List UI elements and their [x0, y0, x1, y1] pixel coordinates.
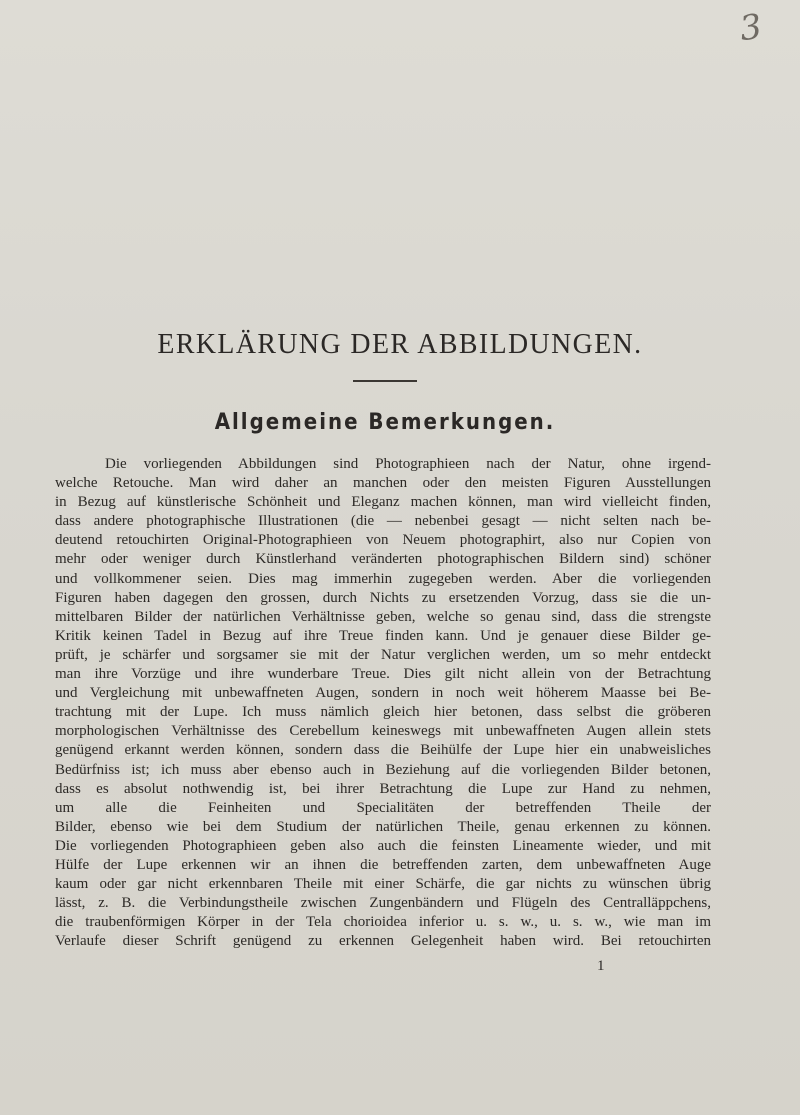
page-title: ERKLÄRUNG DER ABBILDUNGEN. — [157, 328, 643, 360]
text-line: Figuren haben dagegen den grossen, durch Nichts zu ersetzenden Vorzug, dass sie die un- — [55, 589, 711, 606]
text-line: Die vorliegenden Abbildungen sind Photographieen nach der Natur, ohne irgend- — [105, 456, 711, 472]
title-divider — [353, 380, 417, 382]
text-line: um alle die Feinheiten und Specialitäten der betreffenden Theile der — [55, 799, 711, 816]
text-line: in Bezug auf künstlerische Schönheit und Eleganz machen können, man wird vielleicht finden, — [55, 494, 711, 511]
text-line: lässt, z. B. die Verbindungstheile zwischen Zungenbändern und Flügeln des Centralläppchens, — [55, 895, 711, 912]
text-line: Bilder, ebenso wie bei dem Studium der natürlichen Theile, genau erkennen zu können. — [55, 818, 711, 835]
section-heading: Allgemeine Bemerkungen. — [214, 410, 556, 435]
text-line: Verlaufe dieser Schrift genügend zu erkennen Gelegenheit haben wird. Bei retouchirten — [55, 933, 711, 950]
text-line: die traubenförmigen Körper in der Tela chorioidea inferior u. s. w., u. s. w., wie man im — [55, 914, 711, 931]
body-paragraph — [55, 455, 711, 951]
text-line: mittelbaren Bilder der natürlichen Verhältnisse geben, welche so genau sind, dass die strengste — [55, 608, 711, 625]
text-line: mehr oder weniger durch Künstlerhand veränderten photographischen Bildern sind) schöner — [55, 551, 711, 568]
page-number: 1 — [597, 958, 605, 974]
text-line: trachtung mit der Lupe. Ich muss nämlich gleich hier betonen, dass selbst die gröberen — [55, 704, 711, 721]
text-line: dass es absolut nothwendig ist, bei ihrer Betrachtung die Lupe zur Hand zu nehmen, — [55, 780, 711, 797]
text-line: welche Retouche. Man wird daher an manchen oder den meisten Figuren Ausstellungen — [55, 475, 711, 492]
text-line: Die vorliegenden Photographieen geben also auch die feinsten Lineamente wieder, und mit — [55, 837, 711, 854]
text-line: deutend retouchirten Original-Photographieen von Neuem photographirt, also nur Copien von — [55, 532, 711, 549]
text-line: und Vergleichung mit unbewaffneten Augen, sondern in noch weit höherem Maasse bei Be- — [55, 685, 711, 702]
text-line: man ihre Vorzüge und ihre wunderbare Treue. Dies gilt nicht allein von der Betrachtung — [55, 666, 711, 683]
text-line: dass andere photographische Illustrationen (die — nebenbei gesagt — nicht selten nach be- — [55, 513, 711, 530]
handwritten-page-mark: 3 — [737, 6, 765, 50]
text-line: Kritik keinen Tadel in Bezug auf ihre Treue finden kann. Und je genauer diese Bilder ge- — [55, 627, 711, 644]
text-line: und vollkommener seien. Dies mag immerhin zugegeben werden. Aber die vorliegenden — [55, 570, 711, 587]
text-line: Hülfe der Lupe erkennen wir an ihnen die betreffenden zarten, dem unbewaffneten Auge — [55, 856, 711, 873]
text-line: genügend erkannt werden können, sondern dass die Beihülfe der Lupe hier ein unabweisliches — [55, 742, 711, 759]
text-line: morphologischen Verhältnisse des Cerebellum keineswegs mit unbewaffneten Augen allein stets — [55, 723, 711, 740]
text-line: kaum oder gar nicht erkennbaren Theile mit einer Schärfe, die gar nichts zu wünschen übrig — [55, 876, 711, 893]
text-line: Bedürfniss ist; ich muss aber ebenso auch in Beziehung auf die vorliegenden Bilder betonen, — [55, 761, 711, 778]
text-line: prüft, je schärfer und sorgsamer sie mit der Natur verglichen werden, um so mehr entdeckt — [55, 646, 711, 663]
